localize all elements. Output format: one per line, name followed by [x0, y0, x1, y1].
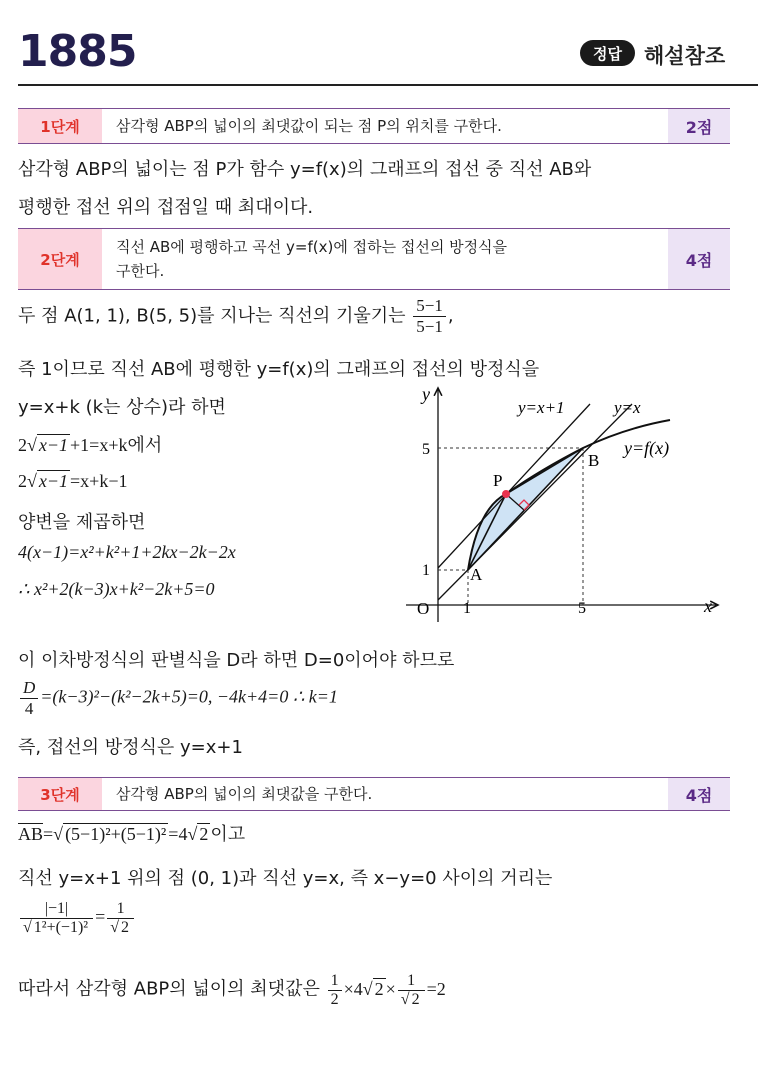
times: × [385, 978, 396, 999]
step-3-points: 4점 [668, 778, 730, 810]
d-numerator: D [20, 678, 38, 699]
radicand: x−1 [38, 435, 69, 455]
half-fraction [328, 972, 342, 1009]
distance-result-num: 1 [107, 900, 134, 919]
discriminant-equation: =(k−3)²−(k²−2k+5)=0, −4k+4=0 ∴ k=1 [40, 686, 338, 707]
distance-result [107, 900, 134, 937]
s3-line-1-end: 이고 [210, 824, 246, 845]
s2-line-5-rest: =x+k−1 [70, 471, 128, 491]
d-over-4 [20, 678, 38, 719]
curve-label: y=f(x) [624, 438, 670, 458]
s2-line-2: 즉 1이므로 직선 AB에 평행한 y=f(x)의 그래프의 접선의 방정식을 [18, 359, 540, 380]
s2-line-7: 4(x−1)=x²+k²+1+2kx−2k−2x [18, 542, 236, 562]
step-1-label: 1단계 [18, 109, 102, 143]
s2-line-11: 즉, 접선의 방정식은 y=x+1 [18, 737, 243, 758]
step-2-points: 4점 [668, 229, 730, 289]
s2-line-4-rest: +1=x+k에서 [70, 435, 163, 455]
radicand: x−1 [38, 471, 69, 491]
tangent-line-label: y=x+1 [518, 398, 565, 417]
step-2-label: 2단계 [18, 229, 102, 289]
step-3-bar [18, 777, 730, 811]
length-radicand: (5−1)²+(5−1)² [65, 824, 167, 844]
point-p-label: P [493, 471, 503, 490]
d-denominator: 4 [24, 699, 34, 718]
length-radicand-2: 2 [199, 824, 209, 844]
times-4: ×4 [343, 978, 363, 999]
step-3-label: 3단계 [18, 778, 102, 810]
tick-x-1: 1 [463, 600, 471, 617]
equals: = [43, 824, 54, 844]
s3-line-1: AB=√ (5−1)²+(5−1)² =4√ 2 이고 [18, 824, 246, 845]
tick-y-5: 5 [422, 441, 430, 458]
s3-line-4-text: 따라서 삼각형 ABP의 넓이의 최댓값은 [18, 978, 320, 1000]
length-coef: =4 [168, 824, 188, 844]
origin-label: O [417, 599, 430, 618]
s3-line-2: 직선 y=x+1 위의 점 (0, 1)과 직선 y=x, 즉 x−y=0 사이의 거리는 [18, 868, 553, 889]
s2-line-3: y=x+k (k는 상수)라 하면 [18, 397, 226, 418]
step-1-description: 삼각형 ABP의 넓이의 최댓값이 되는 점 P의 위치를 구한다. [116, 117, 502, 135]
tick-x-5: 5 [578, 600, 586, 617]
answer-reference: 해설참조 [644, 44, 726, 68]
s2-line-10 [18, 678, 338, 719]
half-num: 1 [328, 972, 342, 991]
half-den: 2 [330, 991, 339, 1008]
slope-numerator: 5−1 [413, 296, 446, 317]
step-3-description: 삼각형 ABP의 넓이의 최댓값을 구한다. [116, 785, 373, 803]
inv-root2-fraction [398, 972, 425, 1009]
slope-fraction [413, 296, 446, 337]
coef-2: 2 [18, 435, 27, 455]
s2-line-5: 2√ x−1 =x+k−1 [18, 471, 128, 491]
inv-root2-den: √ 2 [400, 991, 420, 1008]
s3-line-4: 따라서 삼각형 ABP의 넓이의 최댓값은 $\frac{1}{2}$ ×4√ 2 × $\frac{1}{√ 2}$ =2 [18, 972, 446, 1008]
point-b-label: B [588, 451, 600, 470]
step-1-bar [18, 108, 730, 144]
step-2-description-line-1: 직선 AB에 평행하고 곡선 y=f(x)에 접하는 접선의 방정식을 [116, 238, 508, 256]
x-axis-label: x [704, 596, 712, 616]
coef-2: 2 [18, 471, 27, 491]
s2-line-4: 2√ x−1 +1=x+k에서 [18, 435, 163, 455]
segment-ab-notation: AB [18, 824, 44, 844]
s2-line-1 [18, 296, 454, 337]
header-divider [18, 84, 758, 86]
answer-badge: 정답 [580, 40, 635, 66]
distance-denominator: √ 1²+(−1)² [23, 919, 89, 936]
function-graph [400, 380, 730, 625]
area-result: =2 [426, 978, 446, 999]
s1-line-1: 삼각형 ABP의 넓이는 점 P가 함수 y=f(x)의 그래프의 접선 중 직선 AB와 [18, 159, 592, 180]
inv-root2-radicand: 2 [411, 991, 420, 1008]
equals: = [95, 906, 106, 927]
s2-line-8: ∴ x²+2(k−3)x+k²−2k+5=0 [18, 579, 215, 599]
step-2-bar [18, 228, 730, 290]
distance-fraction [20, 900, 93, 937]
slope-denominator: 5−1 [416, 317, 443, 336]
area-radicand: 2 [374, 978, 384, 999]
y-axis-label: y [422, 384, 430, 404]
distance-result-den: √ 2 [110, 919, 130, 936]
problem-number: 1885 [18, 26, 137, 77]
tangent-line [438, 404, 590, 568]
tick-y-1: 1 [422, 562, 430, 579]
step-2-description [116, 229, 676, 289]
step-1-points: 2점 [668, 109, 730, 143]
distance-radicand: 1²+(−1)² [33, 919, 89, 936]
s3-line-3 [18, 900, 136, 937]
step-2-description-line-2: 구한다. [116, 262, 165, 280]
point-a-label: A [470, 565, 483, 584]
line-y-equals-x-label: y=x [614, 398, 641, 417]
s2-line-1-text: 두 점 A(1, 1), B(5, 5)를 지나는 직선의 기울기는 [18, 305, 406, 327]
inv-root2-num: 1 [398, 972, 425, 991]
s1-line-2: 평행한 접선 위의 접점일 때 최대이다. [18, 197, 314, 218]
s2-line-6: 양변을 제곱하면 [18, 512, 146, 533]
s2-line-1-comma: , [447, 305, 454, 327]
distance-numerator: |−1| [20, 900, 93, 919]
s2-line-9: 이 이차방정식의 판별식을 D라 하면 D=0이어야 하므로 [18, 650, 455, 671]
line-y-equals-x [438, 404, 632, 600]
point-p-dot [502, 490, 510, 498]
distance-result-radicand: 2 [121, 919, 130, 936]
